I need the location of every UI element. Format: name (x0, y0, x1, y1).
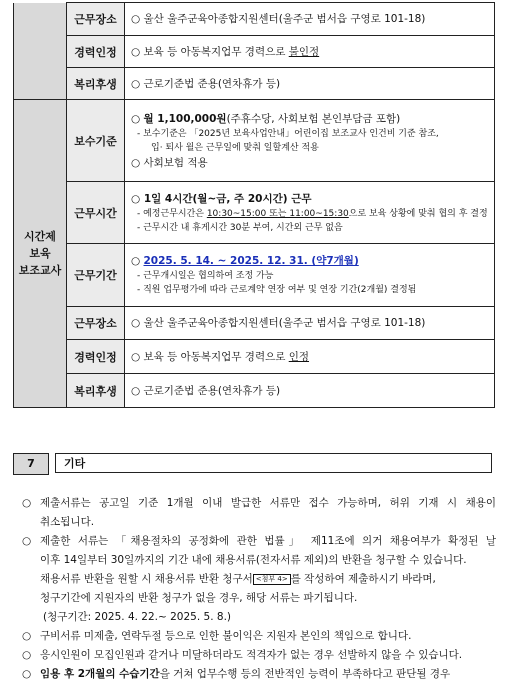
career-recognized: 인정 (288, 350, 310, 363)
table-row (14, 100, 495, 182)
list-item: ○ 제출한 서류는 「채용절차의 공정화에 관한 법률」 제11조에 의거 채용여부가 확정된 날 이후 14일부터 30일까지의 기간 내에 채용서류(전자서류 제외)의 반환을 청구할 수 있습니다. 채용서류 반환을 원할 시 채용서류 반환 청구서 <첨부 4> 를 작성하여 제출하시기 바라며, 청구기간에 지원자의 반환 청구가 없을 경우, 해당 서류는 파기됩니다. (청구기간: 2025. 4. 22.~ 2025. 5. 8.) (22, 532, 496, 627)
table-row (14, 3, 495, 36)
table-row (14, 182, 495, 244)
section-title: 기타 (55, 453, 492, 473)
bullet-circle-icon: ○ (22, 630, 32, 642)
row-label: 경력인정 (67, 340, 125, 374)
attachment-4-badge: <첨부 4> (253, 574, 291, 585)
row-label: 근무장소 (67, 307, 125, 340)
bullet-circle-icon: ○ (22, 497, 32, 509)
row-value: ○ 울산 울주군육아종합지원센터(울주군 범서읍 구영로 101-18) (125, 307, 495, 340)
row-value: ○ 보육 등 아동복지업무 경력으로 불인정 (125, 36, 495, 68)
row-label: 복리후생 (67, 374, 125, 408)
recruitment-conditions-table (13, 2, 495, 408)
category-cell-top (14, 36, 67, 68)
section-header (13, 453, 494, 475)
list-item: ○ 임용 후 2개월의 수습기간을 거쳐 업무수행 등의 전반적인 능력이 부족하다고 판단될 경우 (22, 665, 496, 684)
list-item: ○ 구비서류 미제출, 연락두절 등으로 인한 불이익은 지원자 본인의 책임으로 합니다. (22, 627, 496, 646)
table-row (14, 244, 495, 307)
category-cell-top (14, 3, 67, 36)
hours-value: ○ 1일 4시간(월~금, 주 20시간) 근무 - 예정근무시간은 10:30~15:00 또는 11:00~15:30으로 보육 상황에 맞춰 협의 후 결정 - 근무시간 내 휴게시간 30분 부여, 시간외 근무 없음 (125, 182, 495, 244)
row-value: ○ 근로기준법 준용(연차휴가 등) (125, 68, 495, 100)
period-dates: 2025. 5. 14. ~ 2025. 12. 31. (약7개월) (143, 255, 359, 267)
career-unrecognized: 불인정 (288, 45, 320, 58)
notes-list (22, 494, 496, 684)
row-label: 근무기간 (67, 244, 125, 307)
table-row (14, 307, 495, 340)
list-item: ○ 제출서류는 공고일 기준 1개월 이내 발급한 서류만 접수 가능하며, 허위 기재 시 채용이 취소됩니다. (22, 494, 496, 532)
category-part-time-assistant: 시간제 보육 보조교사 (14, 100, 67, 408)
bullet-circle-icon: ○ (22, 668, 32, 680)
table-row (14, 68, 495, 100)
row-value: ○ 근로기준법 준용(연차휴가 등) (125, 374, 495, 408)
bullet-circle-icon: ○ (22, 649, 32, 661)
section-number: 7 (13, 453, 49, 475)
row-value: ○ 보육 등 아동복지업무 경력으로 인정 (125, 340, 495, 374)
row-label: 근무시간 (67, 182, 125, 244)
row-label: 경력인정 (67, 36, 125, 68)
list-item: ○ 응시인원이 모집인원과 같거나 미달하더라도 적격자가 없는 경우 선발하지 않을 수 있습니다. (22, 646, 496, 665)
row-label: 근무장소 (67, 3, 125, 36)
row-label: 보수기준 (67, 100, 125, 182)
row-label: 복리후생 (67, 68, 125, 100)
period-value: ○ 2025. 5. 14. ~ 2025. 12. 31. (약7개월) - 근무개시일은 협의하여 조정 가능 - 직원 업무평가에 따라 근로계약 연장 여부 및 연장 기간(2개월) 결정됨 (125, 244, 495, 307)
category-cell-top (14, 68, 67, 100)
bullet-circle-icon: ○ (22, 535, 32, 547)
table-row (14, 340, 495, 374)
pay-value: ○ 월 1,100,000원(주휴수당, 사회보험 본인부담금 포함) - 보수기준은 「2025년 보육사업안내」어린이집 보조교사 인건비 기준 참조, 입· 퇴사 월은 근무일에 맞춰 일할계산 적용 ○ 사회보험 적용 (125, 100, 495, 182)
table-row (14, 374, 495, 408)
table-row (14, 36, 495, 68)
row-value: ○ 울산 울주군육아종합지원센터(울주군 범서읍 구영로 101-18) (125, 3, 495, 36)
